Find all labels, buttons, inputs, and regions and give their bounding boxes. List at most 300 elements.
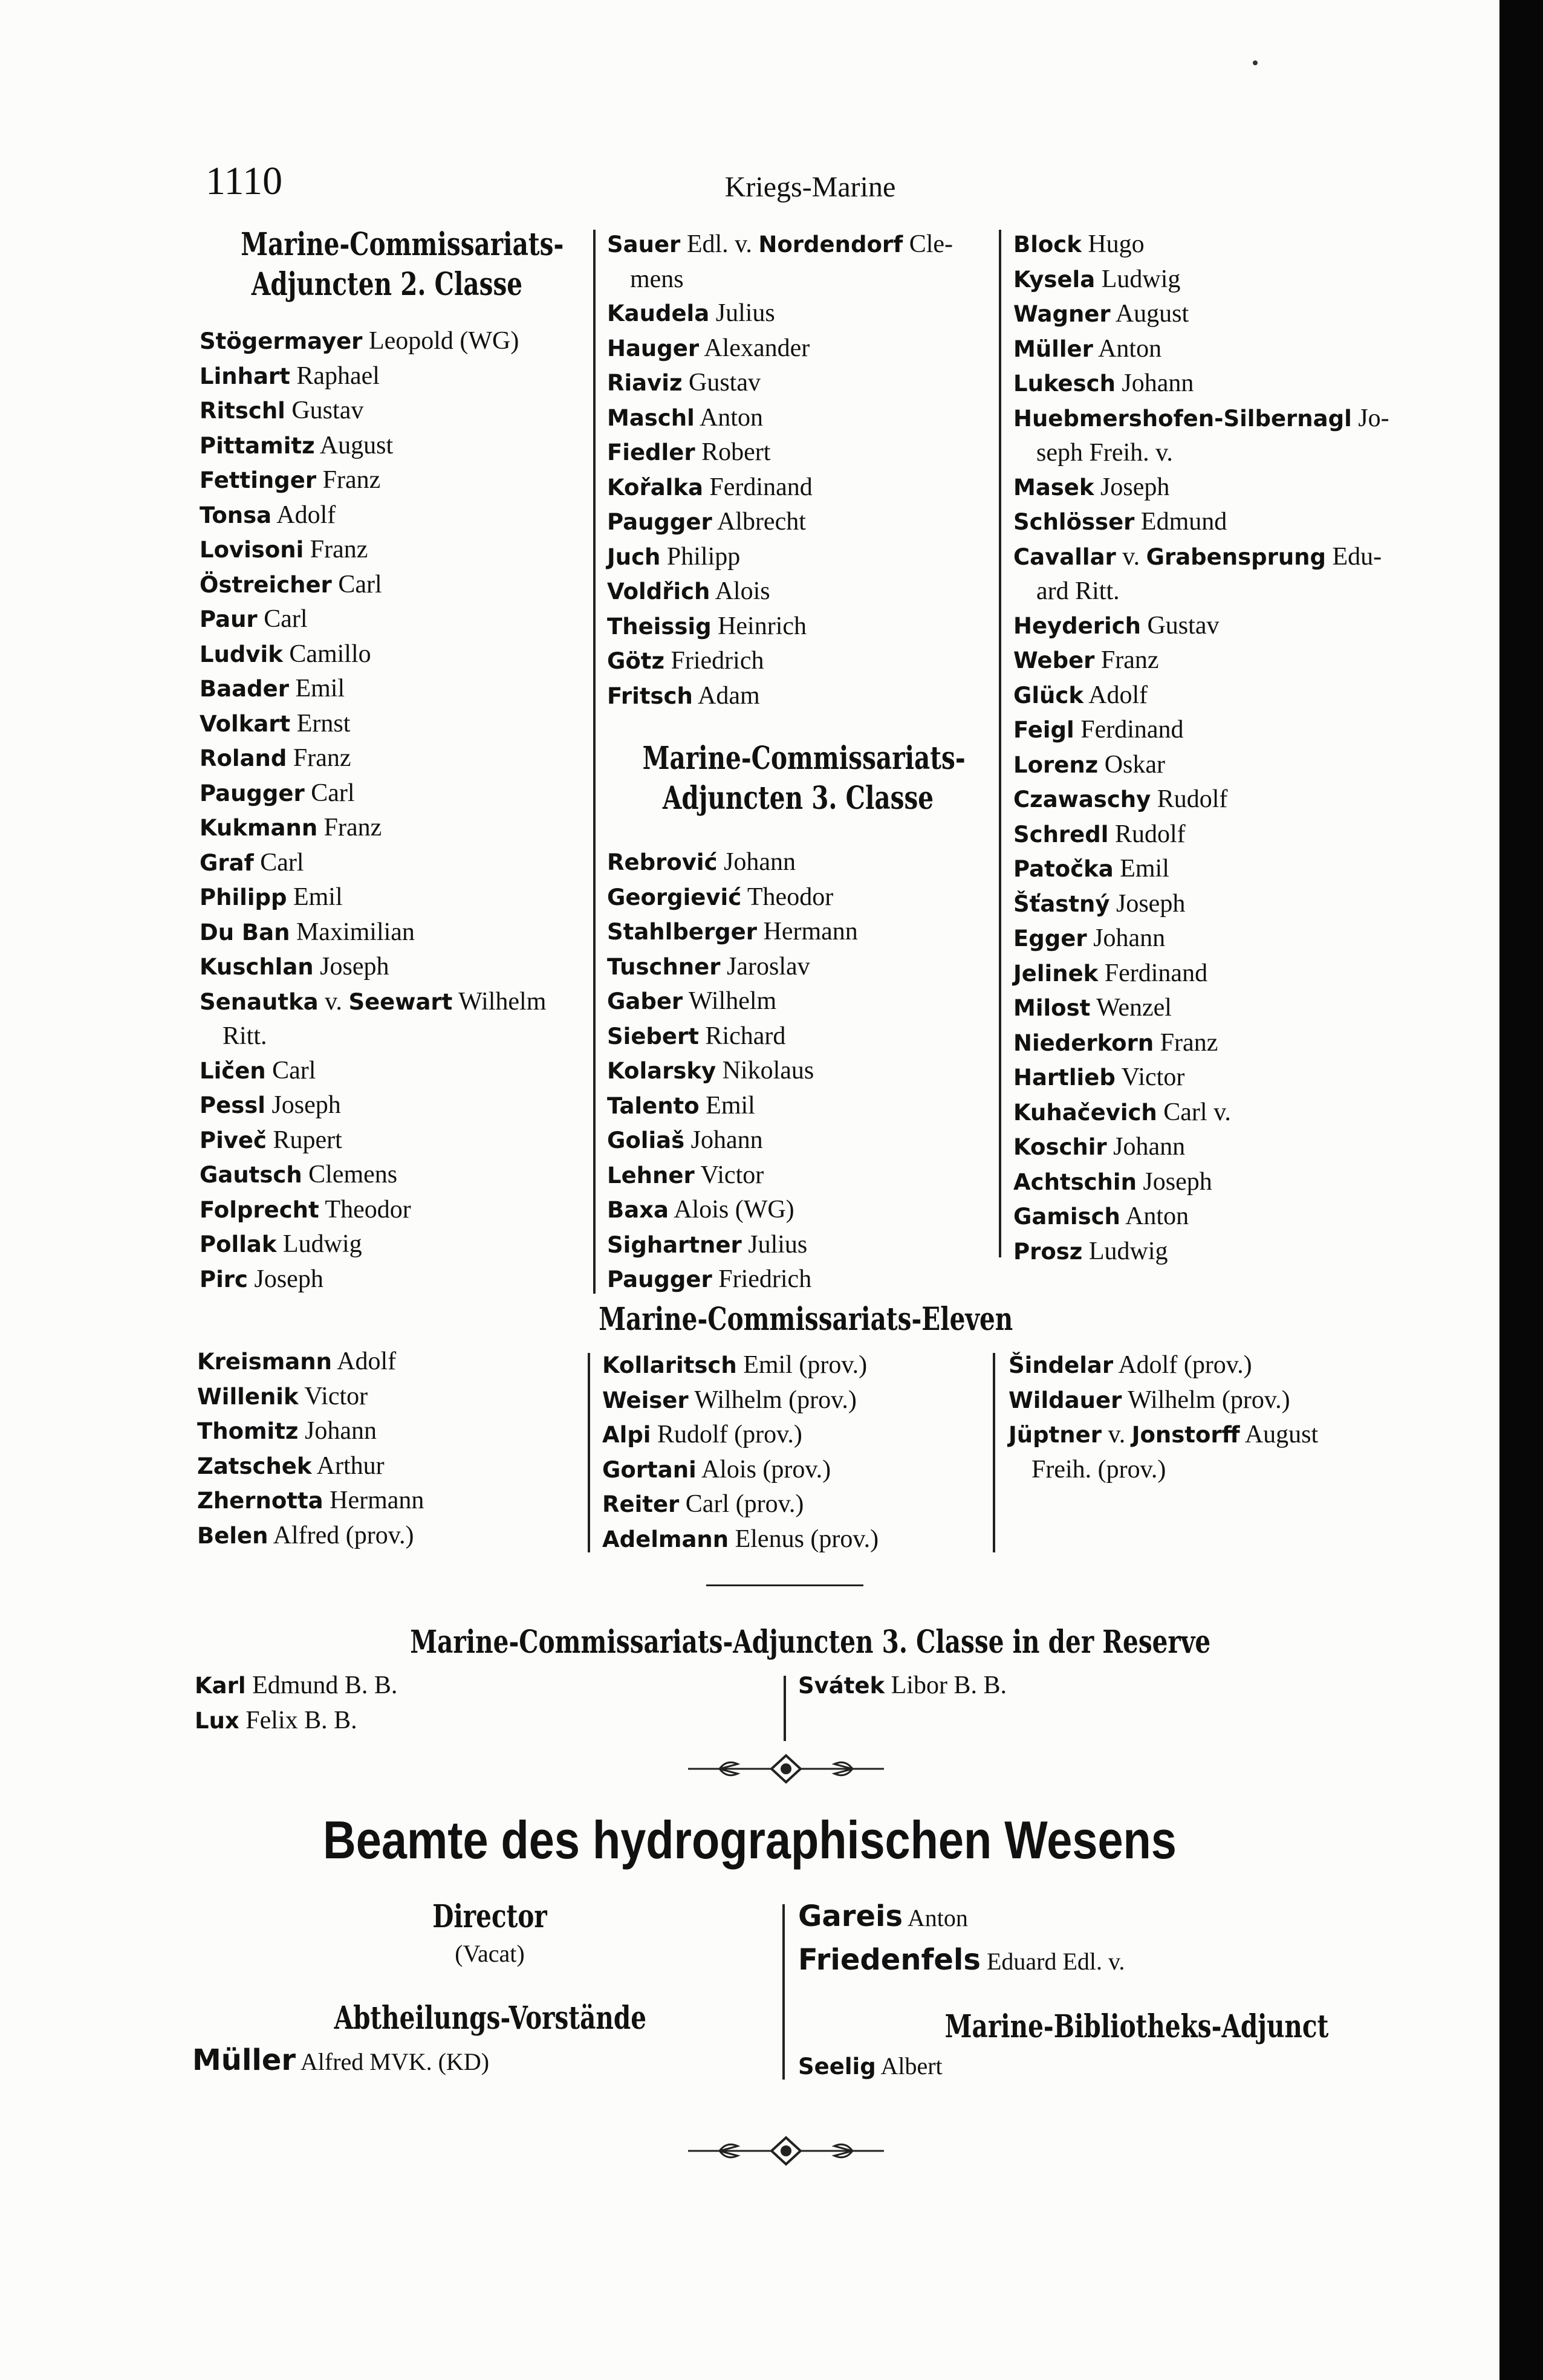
list-item <box>607 1262 994 1297</box>
given-name: Edl. v. <box>686 230 752 258</box>
director-heading: Director <box>432 1898 547 1935</box>
list-item <box>1013 297 1412 332</box>
list-item <box>1013 678 1412 713</box>
surname: Ludvik <box>200 641 283 667</box>
given-name: Elenus (prov.) <box>735 1525 879 1553</box>
given-name: Emil <box>1120 855 1169 883</box>
list-item <box>200 429 580 464</box>
list-item <box>1013 1165 1412 1200</box>
surname: Talento <box>607 1092 700 1119</box>
list-item <box>607 574 994 609</box>
surname: Kuhačevich <box>1013 1099 1157 1126</box>
given-name: Carl <box>311 779 355 807</box>
list-item <box>1013 713 1412 748</box>
given-name: Carl <box>338 570 382 598</box>
surname: Goliaš <box>607 1127 685 1153</box>
name-continuation: seph Freih. v. <box>1036 439 1173 467</box>
list-item <box>1013 401 1412 470</box>
list-item <box>200 498 580 533</box>
given-name: Carl <box>260 848 304 877</box>
surname: Weber <box>1013 647 1095 673</box>
surname: Baader <box>200 676 289 702</box>
given-name: Anton <box>1125 1202 1189 1230</box>
name-continuation: Freih. (prov.) <box>1031 1455 1166 1483</box>
list-item <box>607 1193 994 1228</box>
list-item <box>607 296 994 331</box>
surname: Glück <box>1013 682 1083 708</box>
eleven-list-col1 <box>197 1344 584 1553</box>
given-name: Alois (WG) <box>674 1196 794 1224</box>
list-item <box>200 846 580 881</box>
surname: Stögermayer <box>200 328 363 354</box>
surname: Hartlieb <box>1013 1065 1116 1091</box>
list-item <box>200 1158 580 1193</box>
list-item <box>1013 1130 1412 1165</box>
given-name: Adam <box>698 681 760 710</box>
library-adjunct-heading: Marine-Bibliotheks-Adjunct <box>944 2008 1329 2045</box>
list-item <box>200 1054 580 1089</box>
adjuncten-2-list-col2 <box>607 227 994 713</box>
surname: Reiter <box>602 1491 680 1517</box>
column-rule <box>784 1676 786 1741</box>
given-name: Emil (prov.) <box>743 1351 868 1379</box>
list-item <box>607 915 994 950</box>
list-item <box>607 679 994 714</box>
given-name: Ferdinand <box>1104 959 1208 987</box>
given-name: Ludwig <box>1088 1237 1168 1265</box>
list-item <box>607 845 994 880</box>
surname: Paugger <box>607 509 712 535</box>
list-item <box>200 359 580 394</box>
surname: Belen <box>197 1522 268 1549</box>
list-item <box>197 1483 584 1519</box>
given-name: Alois <box>715 577 770 605</box>
given-name: Franz <box>1100 646 1159 674</box>
list-item <box>607 1158 994 1193</box>
list-item <box>1013 1234 1412 1269</box>
eleven-list-col3 <box>1009 1348 1408 1487</box>
list-item <box>200 950 580 985</box>
surname: Ličen <box>200 1057 266 1084</box>
surname: Kolarsky <box>607 1058 716 1084</box>
surname: Paur <box>200 606 258 632</box>
given-name: Alois (prov.) <box>701 1455 831 1483</box>
given-name: Theodor <box>747 883 834 911</box>
hydrographic-section-title: Beamte des hydrographischen Wesens <box>323 1810 1177 1870</box>
surname: Kaudela <box>607 300 710 326</box>
given-name: Ludwig <box>282 1230 362 1258</box>
given-name: Adolf <box>276 501 336 529</box>
list-item <box>607 435 994 470</box>
surname: Seewart <box>348 988 453 1015</box>
list-item <box>1013 643 1412 678</box>
surname: Müller <box>1013 336 1093 362</box>
given-name: Albrecht <box>716 508 806 536</box>
list-item <box>1013 227 1412 262</box>
section-heading-reserve: Marine-Commissariats-Adjuncten 3. Classe in der Reserve <box>410 1624 1211 1661</box>
given-name: Rudolf (prov.) <box>657 1421 802 1448</box>
surname: Stahlberger <box>607 919 757 945</box>
surname: Nordendorf <box>758 232 903 258</box>
list-item <box>200 776 580 811</box>
list-item <box>607 950 994 985</box>
given-name: Carl v. <box>1163 1098 1231 1126</box>
given-name: Heinrich <box>718 612 807 640</box>
name-continuation: ard Ritt. <box>1036 577 1120 605</box>
surname: Niederkorn <box>1013 1029 1154 1056</box>
given-name: Edmund B. B. <box>252 1672 398 1699</box>
given-name: Robert <box>701 438 771 466</box>
given-name: Johann <box>304 1417 377 1445</box>
surname: Šindelar <box>1009 1352 1114 1378</box>
given-name: Carl <box>272 1056 316 1085</box>
surname: Schlösser <box>1013 509 1135 535</box>
surname: Graf <box>200 849 254 876</box>
list-item <box>607 880 994 915</box>
surname: Feigl <box>1013 717 1074 743</box>
given-name: Arthur <box>316 1451 385 1480</box>
given-name: Felix B. B. <box>245 1706 357 1734</box>
surname: Du Ban <box>200 919 290 945</box>
list-item <box>200 985 580 1054</box>
given-name: Emil <box>295 675 345 702</box>
given-name: August <box>1244 1421 1319 1448</box>
given-name: Carl <box>264 605 308 633</box>
given-name: Ferdinand <box>709 473 813 501</box>
list-item <box>607 1054 994 1089</box>
given-name: Gustav <box>688 369 761 397</box>
surname: Cavallar <box>1013 543 1116 570</box>
surname: Piveč <box>200 1127 267 1153</box>
given-name: v. <box>1108 1421 1126 1448</box>
surname: Wagner <box>1013 301 1111 327</box>
surname: Pittamitz <box>200 432 315 459</box>
given-name: Johann <box>1122 369 1194 397</box>
given-name: Franz <box>293 744 351 772</box>
given-name: Wilhelm (prov.) <box>1128 1386 1290 1414</box>
list-item <box>607 470 994 505</box>
list-item <box>200 602 580 637</box>
given-name: Hermann <box>330 1487 424 1514</box>
speck <box>1253 60 1258 65</box>
list-item <box>195 1668 557 1704</box>
surname: Svátek <box>798 1673 885 1699</box>
surname: Patočka <box>1013 856 1114 882</box>
list-item <box>200 915 580 950</box>
surname: Tonsa <box>200 502 272 528</box>
given-name: Julius <box>748 1230 808 1259</box>
surname: Czawaschy <box>1013 786 1151 812</box>
given-name: Adolf (prov.) <box>1118 1351 1252 1379</box>
given-name: Carl (prov.) <box>685 1490 804 1518</box>
given-name: Wilhelm <box>688 987 777 1015</box>
surname: Grabensprung <box>1146 543 1327 570</box>
name-continuation: Ritt. <box>223 1022 267 1050</box>
list-item <box>200 463 580 498</box>
surname: Senautka <box>200 988 319 1015</box>
list-item <box>1013 540 1412 609</box>
list-item <box>607 609 994 644</box>
given-name: Rudolf <box>1114 820 1186 848</box>
surname: Adelmann <box>602 1526 729 1552</box>
surname: Karl <box>195 1673 246 1699</box>
surname: Zhernotta <box>197 1488 323 1514</box>
given-name: Alfred (prov.) <box>273 1521 414 1549</box>
section-heading-adjuncten-2: Marine-Commissariats- Adjuncten 2. Classe <box>241 226 564 303</box>
surname: Šťastný <box>1013 890 1110 917</box>
surname: Paugger <box>200 780 305 806</box>
list-item <box>1013 1095 1412 1130</box>
given-name: Joseph <box>1116 889 1186 918</box>
list-item <box>1013 921 1412 956</box>
list-item <box>607 644 994 679</box>
section-heading-adjuncten-3: Marine-Commissariats- Adjuncten 3. Classe <box>642 740 966 817</box>
given-name: Raphael <box>296 362 380 390</box>
entry-muller: Müller Alfred MVK. (KD) <box>192 2043 490 2077</box>
eleven-list-col2 <box>602 1348 989 1557</box>
given-name: Jaroslav <box>727 952 810 981</box>
surname: Baxa <box>607 1197 669 1223</box>
surname: Gaber <box>607 988 683 1014</box>
given-name: Jo- <box>1358 404 1389 432</box>
given-name: Anton <box>699 403 763 432</box>
list-item <box>607 1019 994 1054</box>
given-name: Nikolaus <box>722 1057 814 1085</box>
list-item <box>200 394 580 429</box>
list-item <box>1009 1418 1408 1487</box>
surname: Weiser <box>602 1387 689 1413</box>
surname: Lukesch <box>1013 371 1116 397</box>
given-name: Franz <box>1160 1028 1218 1057</box>
list-item <box>200 880 580 915</box>
adjuncten-3-list-col2 <box>607 845 994 1297</box>
name-continuation: mens <box>630 265 684 293</box>
surname: Gamisch <box>1013 1204 1120 1230</box>
given-name: Johann <box>1093 924 1166 952</box>
list-item <box>602 1348 989 1383</box>
surname: Maschl <box>607 404 695 431</box>
list-item <box>200 1227 580 1262</box>
column-rule <box>993 1353 995 1552</box>
given-name: Theodor <box>325 1195 411 1224</box>
section-divider <box>706 1584 863 1586</box>
surname: Kořalka <box>607 474 703 501</box>
surname: Kukmann <box>200 815 318 841</box>
list-item <box>197 1449 584 1484</box>
list-item <box>197 1380 584 1415</box>
surname: Kreismann <box>197 1349 332 1375</box>
surname: Masek <box>1013 474 1094 501</box>
ornament-divider-icon <box>683 1751 889 1787</box>
list-item <box>200 707 580 742</box>
given-name: Ernst <box>296 709 351 738</box>
surname: Linhart <box>200 363 290 389</box>
list-item <box>1009 1348 1408 1383</box>
list-item <box>1013 470 1412 505</box>
given-name: Oskar <box>1104 750 1166 779</box>
list-item <box>602 1453 989 1488</box>
given-name: Gustav <box>1147 611 1220 640</box>
given-name: Anton <box>1098 334 1162 363</box>
page-edge-shadow <box>1499 0 1543 2380</box>
surname: Kollaritsch <box>602 1352 737 1378</box>
given-name: Richard <box>705 1022 786 1050</box>
surname: Egger <box>1013 926 1087 952</box>
list-item <box>1013 1060 1412 1095</box>
list-item <box>607 505 994 540</box>
list-item <box>1013 956 1412 991</box>
surname: Hauger <box>607 335 700 362</box>
list-item <box>1013 262 1412 297</box>
surname: Sauer <box>607 232 681 258</box>
list-item <box>602 1383 989 1418</box>
given-name: Victor <box>304 1382 368 1410</box>
surname: Volkart <box>200 710 291 737</box>
surname: Georgiević <box>607 884 742 910</box>
list-item <box>1013 887 1412 922</box>
section-heading-eleven: Marine-Commissariats-Eleven <box>599 1301 1013 1338</box>
surname: Gortani <box>602 1456 697 1483</box>
surname: Huebmershofen-Silbernagl <box>1013 405 1352 432</box>
surname: Block <box>1013 232 1082 258</box>
list-item <box>607 331 994 366</box>
list-item <box>607 366 994 401</box>
given-name: Maximilian <box>296 918 415 946</box>
given-name: Friedrich <box>671 647 764 675</box>
given-name: Libor B. B. <box>891 1672 1007 1699</box>
ornament-divider-icon <box>683 2133 889 2169</box>
given-name: Emil <box>706 1091 755 1120</box>
surname: Achtschin <box>1013 1169 1137 1195</box>
entry-seelig: Seelig Albert <box>798 2052 943 2080</box>
surname: Lux <box>195 1707 239 1734</box>
adjuncten-2-list-col1 <box>200 324 580 1297</box>
page-number: 1110 <box>206 159 283 203</box>
given-name: Ferdinand <box>1080 716 1184 744</box>
given-name: Johann <box>723 848 796 876</box>
list-item <box>607 1228 994 1263</box>
surname: Juch <box>607 543 661 570</box>
given-name: Franz <box>310 536 368 563</box>
list-item <box>200 672 580 707</box>
list-item <box>200 811 580 846</box>
list-item <box>1013 817 1412 852</box>
surname: Pollak <box>200 1231 277 1257</box>
list-item <box>602 1522 989 1557</box>
given-name: August <box>1115 300 1189 328</box>
given-name: v. <box>325 987 342 1016</box>
surname: Lovisoni <box>200 537 304 563</box>
surname: Fritsch <box>607 683 693 709</box>
given-name: Julius <box>715 299 775 327</box>
surname: Östreicher <box>200 571 332 598</box>
surname: Jüptner <box>1009 1422 1102 1448</box>
given-name: Hugo <box>1088 230 1145 258</box>
surname: Götz <box>607 648 665 674</box>
list-item <box>1013 748 1412 783</box>
list-item <box>602 1487 989 1522</box>
given-name: Leopold (WG) <box>368 327 519 355</box>
surname: Tuschner <box>607 953 721 980</box>
surname: Lorenz <box>1013 751 1099 778</box>
reserve-list-left <box>195 1668 557 1738</box>
given-name: Adolf <box>1088 681 1148 709</box>
given-name: Philipp <box>666 542 741 571</box>
given-name: Camillo <box>289 640 371 668</box>
given-name: Franz <box>322 466 381 494</box>
list-item <box>602 1418 989 1453</box>
list-item <box>197 1414 584 1449</box>
given-name: Rudolf <box>1157 785 1228 813</box>
surname: Pessl <box>200 1092 265 1118</box>
given-name: Victor <box>1121 1063 1185 1091</box>
surname: Milost <box>1013 995 1091 1021</box>
surname: Sighartner <box>607 1231 742 1258</box>
surname: Koschir <box>1013 1134 1107 1160</box>
given-name: Wilhelm <box>458 987 547 1016</box>
list-item <box>1013 991 1412 1026</box>
entry-gareis: Gareis Anton <box>798 1899 968 1933</box>
surname: Philipp <box>200 884 287 910</box>
column-rule <box>588 1353 590 1552</box>
surname: Riaviz <box>607 370 683 396</box>
given-name: Clemens <box>308 1161 398 1188</box>
list-item <box>607 984 994 1019</box>
surname: Alpi <box>602 1422 651 1448</box>
given-name: Johann <box>1113 1133 1186 1161</box>
surname: Ritschl <box>200 398 285 424</box>
list-item <box>200 1123 580 1158</box>
surname: Willenik <box>197 1383 299 1410</box>
surname: Folprecht <box>200 1196 319 1223</box>
list-item <box>200 568 580 603</box>
surname: Fiedler <box>607 439 695 465</box>
surname: Siebert <box>607 1023 699 1049</box>
surname: Gautsch <box>200 1162 302 1188</box>
list-item <box>200 637 580 672</box>
reserve-list-right <box>798 1668 1161 1704</box>
list-item <box>1013 609 1412 644</box>
list-item <box>1013 366 1412 401</box>
surname: Zatschek <box>197 1453 312 1479</box>
list-item <box>607 401 994 436</box>
surname: Fettinger <box>200 467 317 493</box>
given-name: Edu- <box>1332 542 1382 571</box>
list-item <box>1013 852 1412 887</box>
list-item <box>200 324 580 359</box>
surname: Kysela <box>1013 266 1096 293</box>
given-name: Friedrich <box>718 1265 812 1293</box>
list-item <box>1013 1026 1412 1061</box>
list-item <box>200 741 580 776</box>
list-item <box>200 1088 580 1123</box>
given-name: Joseph <box>254 1265 323 1293</box>
given-name: August <box>319 431 394 459</box>
surname: Roland <box>200 745 287 771</box>
given-name: Alexander <box>704 334 810 362</box>
list-item <box>798 1668 1161 1704</box>
given-name: Johann <box>690 1126 763 1154</box>
given-name: Joseph <box>320 953 389 981</box>
adjuncten-3-list-col3 <box>1013 227 1412 1269</box>
list-item <box>1013 782 1412 817</box>
list-item <box>607 1123 994 1158</box>
column-rule <box>593 230 596 1294</box>
surname: Jelinek <box>1013 960 1099 987</box>
list-item <box>200 1262 580 1297</box>
column-rule <box>999 230 1001 1257</box>
list-item <box>197 1519 584 1554</box>
